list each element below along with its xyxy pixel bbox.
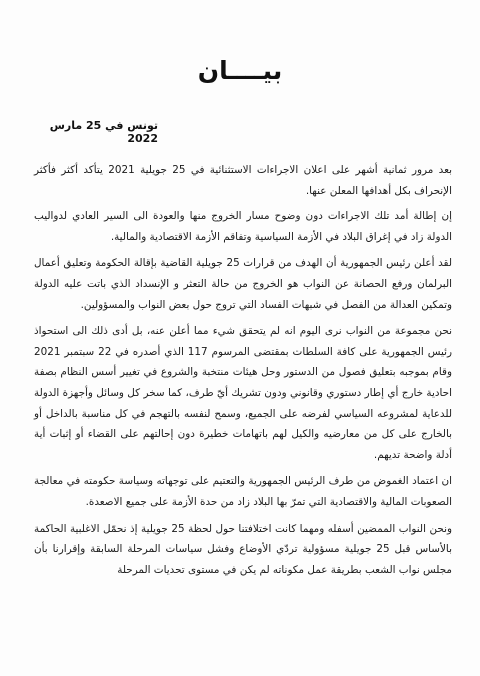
- document-body: [34, 160, 452, 586]
- paragraph: إن إطالة أمد تلك الاجراءات دون وضوح مسار الخروج منها والعودة الى السير العادي لدواليب الدولة زاد في إغراق البلاد في الأزمة السياسية وتفاقم الأزمة الاقتصادية والمالية.: [34, 210, 452, 243]
- paragraph: ان اعتماد الغموض من طرف الرئيس الجمهورية والتعتيم على توجهاته وسياسة حكومته في معالجة الصعوبات المالية والاقتصادية التي تمرّ بها البلاد زاد من حدة الأزمة على جميع الاصعدة.: [34, 475, 452, 508]
- document-title: بيــــان: [197, 56, 283, 85]
- document-date: تونس في 25 مارس 2022: [49, 119, 158, 145]
- paragraph: بعد مرور ثمانية أشهر على اعلان الاجراءات الاستثنائية في 25 جويلية 2021 يتأكد أكثر فأكثر الإنحراف بكل أهدافها المعلن عنها.: [34, 164, 452, 197]
- paragraph: ونحن النواب الممضين أسفله ومهما كانت اختلافتنا حول لحظة 25 جويلية إذ نحمّل الاغلبية الحاكمة بالأساس قبل 25 جويلية مسؤولية تردّي الأوضاع وفشل سياسات المرحلة السابقة وإقرارنا بأن مجلس نواب الشعب بطريقة عمل مكوناته لم يكن في مستوى تحديات المرحلة: [34, 522, 452, 576]
- paragraph: لقد أعلن رئيس الجمهورية أن الهدف من قرارات 25 جويلية القاضية بإقالة الحكومة وتعليق أعمال البرلمان ورفع الحصانة عن النواب هو الخروج من حالة التعثر و الإنسداد الذي باتت عليه الدولة وتمكين العدالة من الفصل في شبهات الفساد التي تروج حول بعض النواب والمسؤولين.: [34, 257, 452, 311]
- paragraph: نحن مجموعة من النواب نرى اليوم انه لم يتحقق شيء مما أعلن عنه، بل أدى ذلك الى استحواذ رئيس الجمهورية على كافة السلطات بمقتضى المرسوم 117 الذي أصدره في 22 سبتمبر 2021 وقام بموجبه بتعليق فصول من الدستور وحل هيئات منتخبة والشروع في تغيير أسس النظام بصفة احادية خارج أي إطار دستوري وقانوني ودون تشريك أيّ طرف، كما سخر كل وسائل وأجهزة الدولة للدعاية لمشروعه السياسي لفرضه على الجميع، وسمح لنفسه بالتهجم في كل مناسبة بالداخل أو بالخارج على كل من معارضيه والكيل لهم باتهامات خطيرة دون إحالتهم على القضاء أو إثبات أية أدلة واضحة تديهم.: [34, 325, 452, 461]
